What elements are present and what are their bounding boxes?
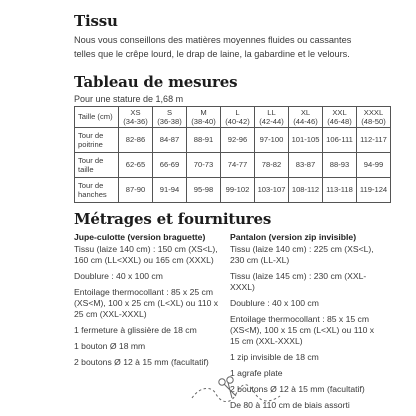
tableau-heading: Tableau de mesures	[74, 73, 238, 91]
table-cell: 83-87	[289, 153, 323, 178]
tissu-heading: Tissu	[74, 12, 118, 30]
jupe-culotte-column	[74, 232, 229, 373]
table-cell: 62-65	[119, 153, 153, 178]
table-cell: 108-112	[289, 178, 323, 203]
table-cell: 99-102	[221, 178, 255, 203]
table-row-taille	[75, 153, 391, 178]
supply-item: 2 boutons Ø 12 à 15 mm (facultatif)	[74, 357, 209, 367]
table-cell: 87-90	[119, 178, 153, 203]
table-cell: 97-100	[255, 128, 289, 153]
jupe-culotte-title: Jupe-culotte (version braguette)	[74, 232, 206, 242]
size-header-row	[75, 107, 391, 128]
table-cell: 113-118	[323, 178, 357, 203]
supply-item: Entoilage thermocollant : 85 x 25 cm (XS<M), 100 x 25 cm (L<XL) ou 110 x 25 cm (XXL-XXXL)	[74, 287, 219, 319]
supply-item: 1 fermeture à glissière de 18 cm	[74, 325, 197, 335]
table-cell: 106-111	[323, 128, 357, 153]
table-cell: 91-94	[153, 178, 187, 203]
table-cell: 88-93	[323, 153, 357, 178]
size-header-cell: M (38-40)	[187, 107, 221, 128]
table-cell: 112-117	[357, 128, 391, 153]
table-cell: 78-82	[255, 153, 289, 178]
supply-item: De 80 à 110 cm de biais assorti	[230, 400, 350, 410]
table-cell: 103-107	[255, 178, 289, 203]
table-cell: 70-73	[187, 153, 221, 178]
supply-item: Doublure : 40 x 100 cm	[230, 298, 319, 308]
table-cell: 119-124	[357, 178, 391, 203]
table-cell: 66-69	[153, 153, 187, 178]
supply-item: Tissu (laize 145 cm) : 230 cm (XXL-XXXL)	[230, 271, 367, 292]
size-header-cell: LL (42-44)	[255, 107, 289, 128]
size-header-cell: XXL (46-48)	[323, 107, 357, 128]
size-chart-table	[74, 106, 391, 203]
supply-item: 1 zip invisible de 18 cm	[230, 352, 319, 362]
table-row-poitrine	[75, 128, 391, 153]
supply-item: 1 bouton Ø 18 mm	[74, 341, 146, 351]
size-header-label: Taille (cm)	[75, 107, 119, 128]
supply-item: 2 boutons Ø 12 à 15 mm (facultatif)	[230, 384, 365, 394]
table-cell: 95-98	[187, 178, 221, 203]
table-cell: 92-96	[221, 128, 255, 153]
supply-item: Tissu (laize 140 cm) : 225 cm (XS<L), 230 cm (LL-XL)	[230, 244, 374, 265]
table-row-hanches	[75, 178, 391, 203]
size-header-cell: XXXL (48-50)	[357, 107, 391, 128]
pantalon-title: Pantalon (version zip invisible)	[230, 232, 357, 242]
table-cell: 94-99	[357, 153, 391, 178]
row-label: Tour de poitrine	[75, 128, 119, 153]
table-cell: 82-86	[119, 128, 153, 153]
table-cell: 84-87	[153, 128, 187, 153]
supply-item: Tissu (laize 140 cm) : 150 cm (XS<L), 160 cm (LL<XXL) ou 165 cm (XXXL)	[74, 244, 218, 265]
row-label: Tour de taille	[75, 153, 119, 178]
stature-note: Pour une stature de 1,68 m	[74, 94, 184, 104]
size-header-cell: XL (44-46)	[289, 107, 323, 128]
size-header-cell: XS (34-36)	[119, 107, 153, 128]
metrages-heading: Métrages et fournitures	[74, 210, 272, 228]
table-cell: 101-105	[289, 128, 323, 153]
table-cell: 74-77	[221, 153, 255, 178]
size-header-cell: L (40-42)	[221, 107, 255, 128]
size-header-cell: S (36-38)	[153, 107, 187, 128]
scissors-icon	[190, 376, 300, 410]
tissu-paragraph: Nous vous conseillons des matières moyennes fluides ou cassantes telles que le crêpe lourd, le drap de laine, la gabardine et le velours.	[74, 35, 352, 59]
supply-item: Entoilage thermocollant : 85 x 15 cm (XS<M), 100 x 15 cm (L<XL) ou 110 x 15 cm (XXL-XXXL)	[230, 314, 375, 346]
row-label: Tour de hanches	[75, 178, 119, 203]
supply-item: 1 agrafe plate	[230, 368, 283, 378]
table-cell: 88-91	[187, 128, 221, 153]
supply-item: Doublure : 40 x 100 cm	[74, 271, 163, 281]
